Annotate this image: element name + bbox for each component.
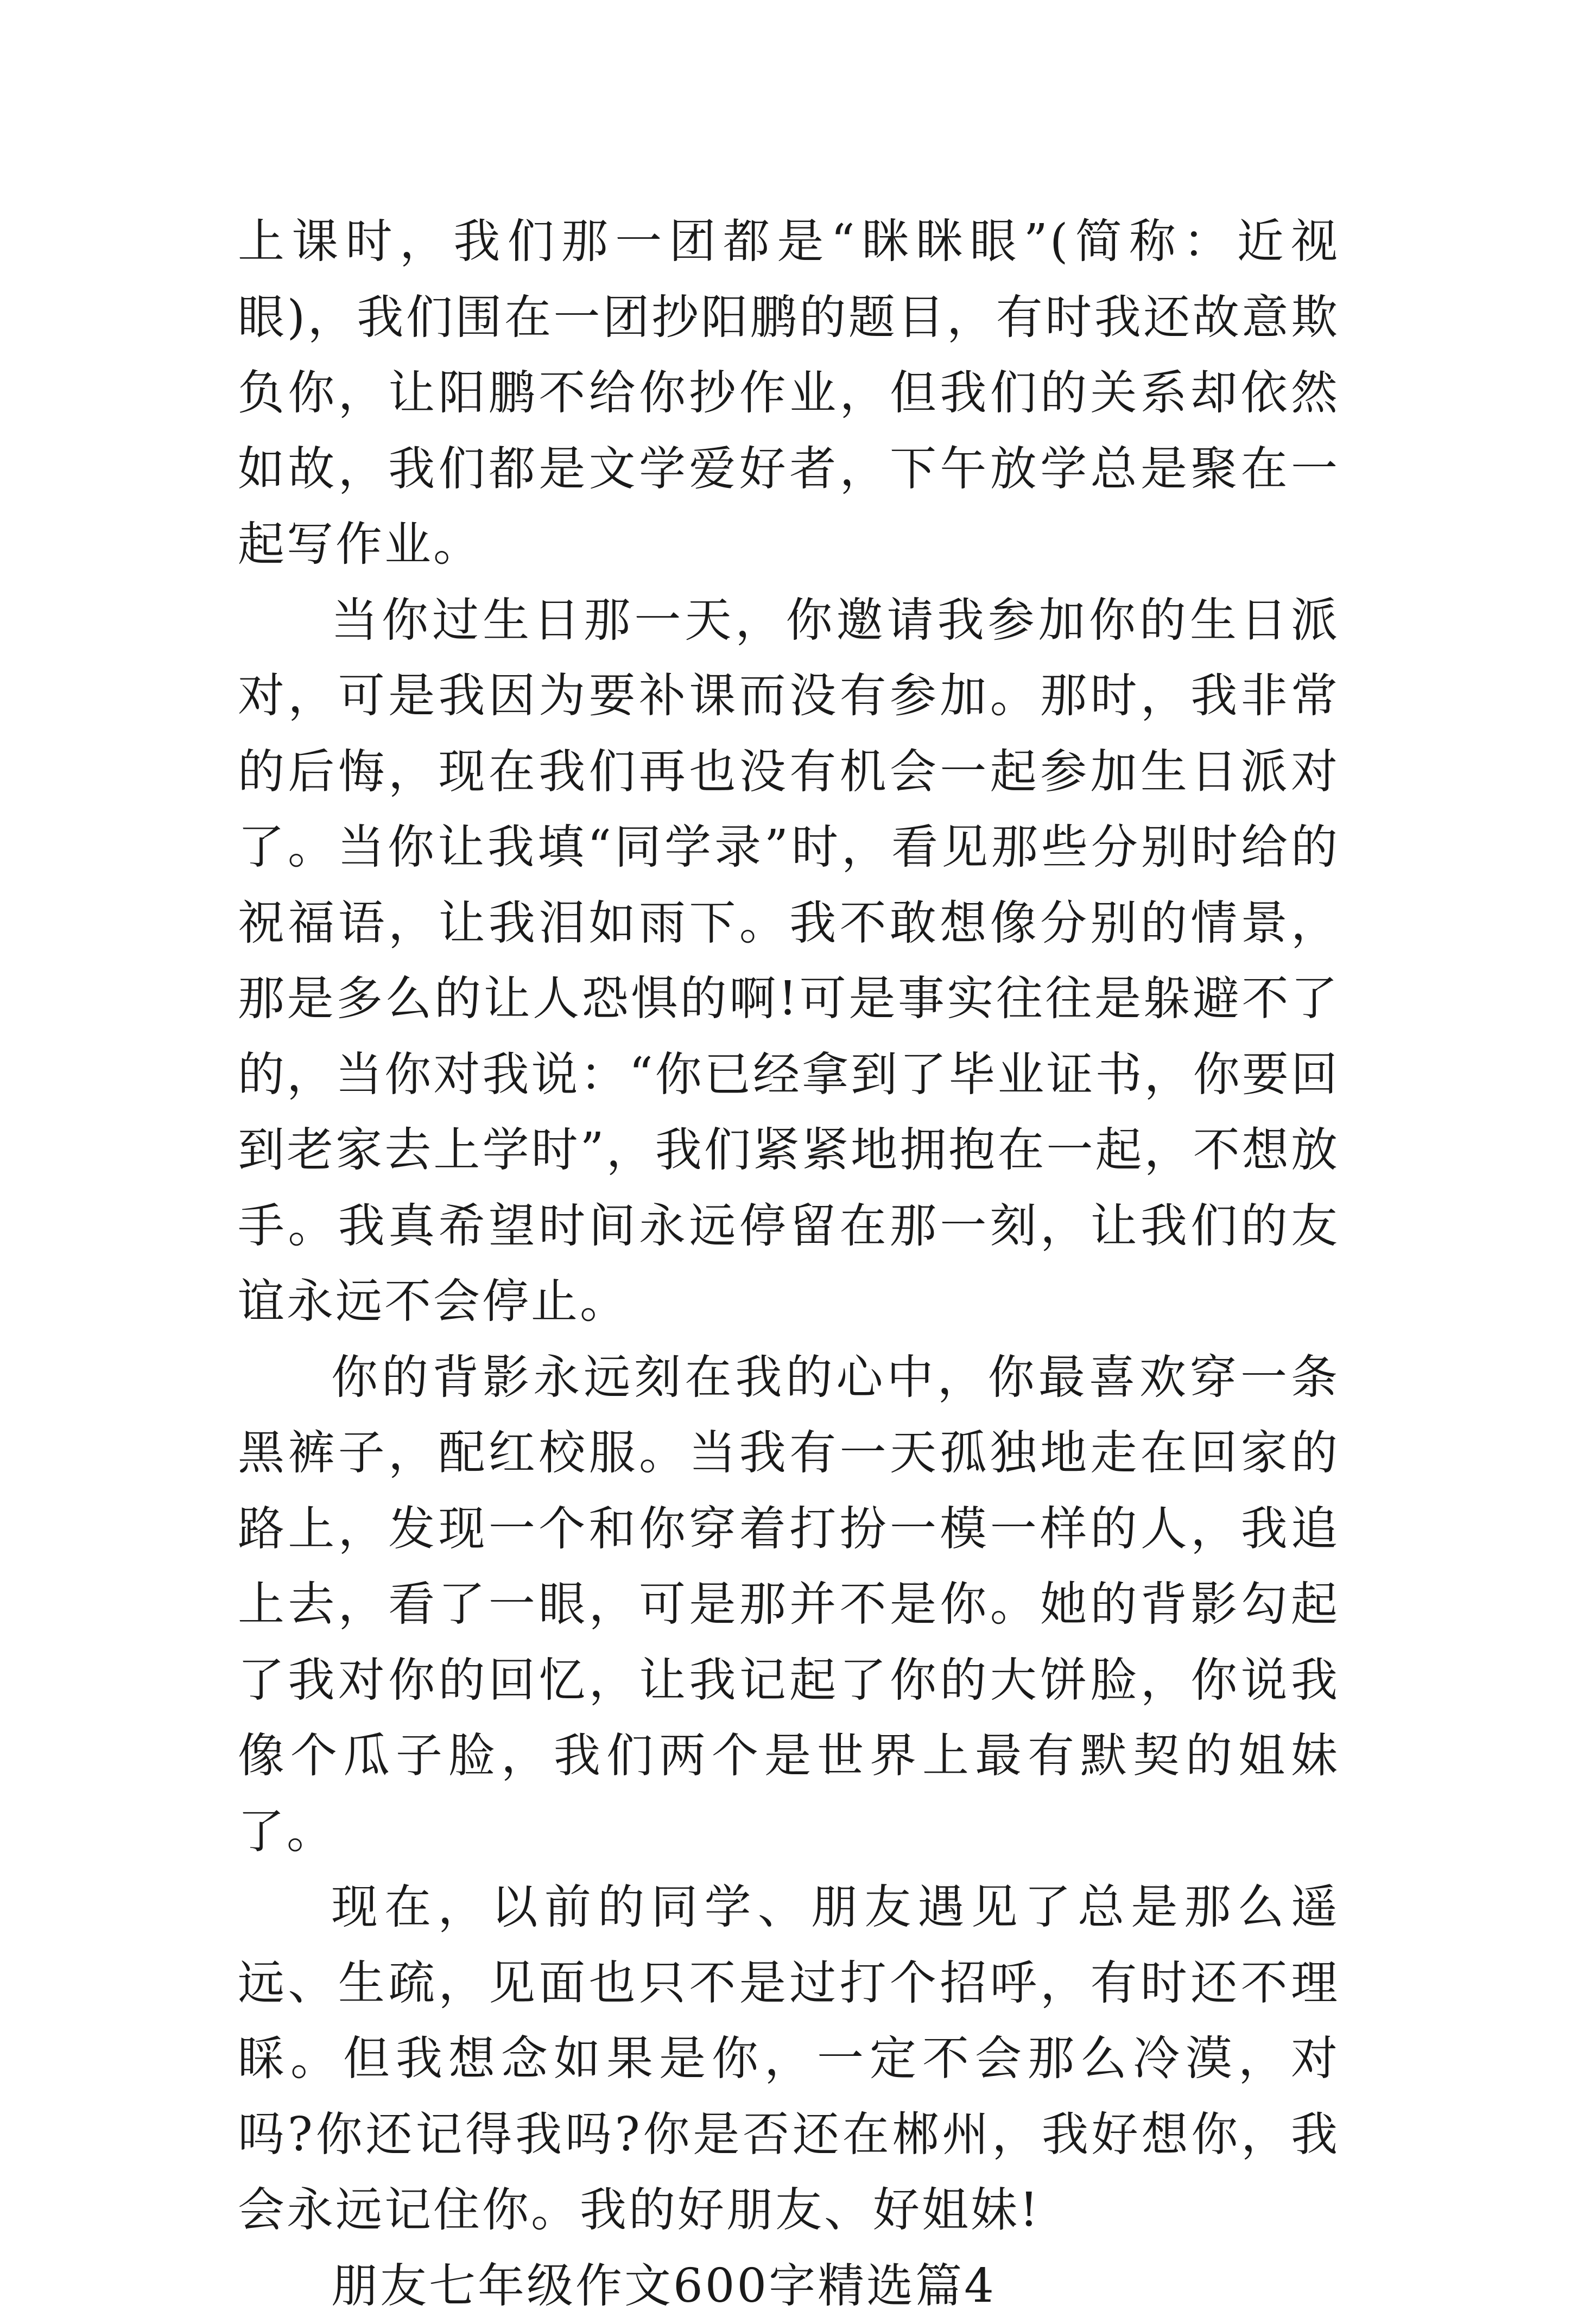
- paragraph-4: 现在，以前的同学、朋友遇见了总是那么遥远、生疏，见面也只不是过打个招呼，有时还不理睬。但我想念如果是你，一定不会那么冷漠，对吗?你还记得我吗?你是否还在郴州，我好想你，我会永远记住你。我的好朋友、好姐妹!: [238, 1870, 1340, 2249]
- section-heading: 朋友七年级作文600字精选篇4: [238, 2249, 1340, 2324]
- paragraph-1: 上课时，我们那一团都是“眯眯眼”(简称：近视眼)，我们围在一团抄阳鹏的题目，有时我还故意欺负你，让阳鹏不给你抄作业，但我们的关系却依然如故，我们都是文学爱好者，下午放学总是聚在一起写作业。: [238, 204, 1340, 583]
- document-body: [238, 204, 1340, 2324]
- paragraph-3: 你的背影永远刻在我的心中，你最喜欢穿一条黑裤子，配红校服。当我有一天孤独地走在回家的路上，发现一个和你穿着打扮一模一样的人，我追上去，看了一眼，可是那并不是你。她的背影勾起了我对你的回忆，让我记起了你的大饼脸，你说我像个瓜子脸，我们两个是世界上最有默契的姐妹了。: [238, 1340, 1340, 1870]
- paragraph-2: 当你过生日那一天，你邀请我参加你的生日派对，可是我因为要补课而没有参加。那时，我非常的后悔，现在我们再也没有机会一起参加生日派对了。当你让我填“同学录”时，看见那些分别时给的祝福语，让我泪如雨下。我不敢想像分别的情景，那是多么的让人恐惧的啊!可是事实往往是躲避不了的，当你对我说：“你已经拿到了毕业证书，你要回到老家去上学时”，我们紧紧地拥抱在一起，不想放手。我真希望时间永远停留在那一刻，让我们的友谊永远不会停止。: [238, 583, 1340, 1340]
